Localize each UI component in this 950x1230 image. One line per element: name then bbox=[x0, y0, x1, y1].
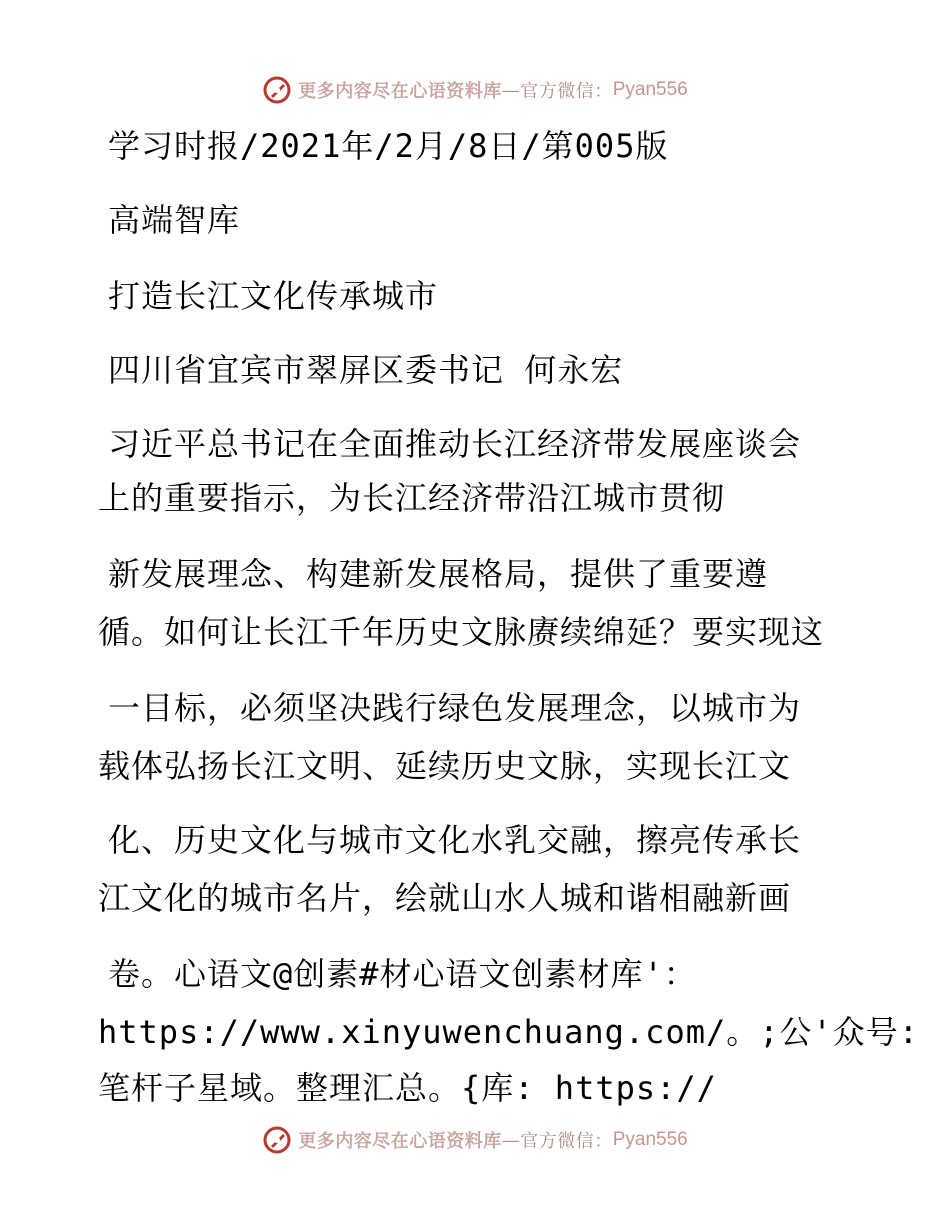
paragraph-line: 卷。心语文@创素#材心语文创素材库'： bbox=[108, 955, 697, 993]
watermark-dash: — bbox=[501, 79, 521, 101]
paragraph-line: 江文化的城市名片，绘就山水人城和谐相融新画 bbox=[98, 879, 792, 917]
watermark-dash: — bbox=[501, 1129, 521, 1151]
paragraph-line: 新发展理念、构建新发展格局，提供了重要遵 bbox=[108, 555, 769, 593]
footer-watermark bbox=[0, 1120, 950, 1160]
article-column: 高端智库 bbox=[108, 201, 241, 239]
watermark-official: 官方微信： bbox=[520, 1131, 613, 1152]
article-author: 四川省宜宾市翠屏区委书记 何永宏 bbox=[108, 351, 624, 389]
paragraph-line: 笔杆子星域。整理汇总。{库: https:// bbox=[98, 1069, 717, 1107]
watermark-handle: Pyan556 bbox=[612, 1129, 688, 1150]
watermark-brand: 更多内容尽在心语资料库 bbox=[298, 1131, 502, 1152]
header-watermark bbox=[0, 70, 950, 110]
paragraph-line: https://www.xinyuwenchuang.com/。;公'众号: bbox=[98, 1013, 920, 1051]
watermark-brand: 更多内容尽在心语资料库 bbox=[298, 81, 502, 102]
paragraph-line: 习近平总书记在全面推动长江经济带发展座谈会 bbox=[108, 425, 802, 463]
paragraph-line: 一目标，必须坚决践行绿色发展理念，以城市为 bbox=[108, 689, 802, 727]
paragraph-line: 载体弘扬长江文明、延续历史文脉，实现长江文 bbox=[98, 747, 792, 785]
brand-logo-icon bbox=[262, 75, 292, 105]
watermark-handle: Pyan556 bbox=[612, 79, 688, 100]
article-title: 打造长江文化传承城市 bbox=[108, 277, 439, 315]
article-source: 学习时报/2021年/2月/8日/第005版 bbox=[108, 127, 669, 165]
watermark-official: 官方微信： bbox=[520, 81, 613, 102]
paragraph-line: 循。如何让长江千年历史文脉赓续绵延？要实现这 bbox=[98, 613, 825, 651]
brand-logo-icon bbox=[262, 1125, 292, 1155]
paragraph-line: 上的重要指示，为长江经济带沿江城市贯彻 bbox=[98, 479, 726, 517]
paragraph-line: 化、历史文化与城市文化水乳交融，擦亮传承长 bbox=[108, 821, 802, 859]
